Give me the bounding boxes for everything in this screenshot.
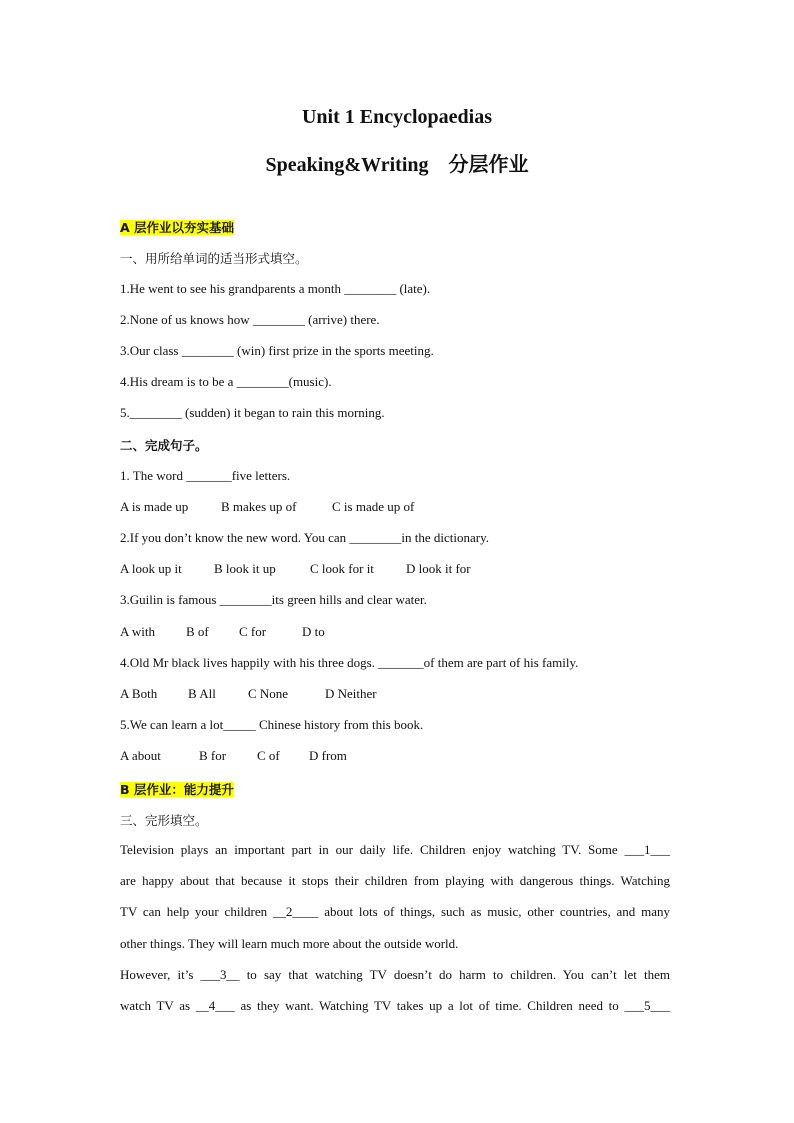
question-text: 2.If you don’t know the new word. You can ________in the dictionary. xyxy=(120,530,490,545)
page-subtitle: Speaking&Writing 分层作业 xyxy=(265,154,529,176)
fill-item: 3.Our class ________ (win) first prize in the sports meeting. xyxy=(120,343,434,358)
question-text: 3.Guilin is famous ________its green hills and clear water. xyxy=(120,592,427,607)
cloze-line: are happy about that because it stops their children from playing with dangerous things. Watching xyxy=(120,873,670,888)
part3-heading: 三、完形填空。 xyxy=(120,813,208,828)
cloze-line: other things. They will learn much more about the outside world. xyxy=(120,936,459,951)
cloze-line: However, it’s ___3__ to say that watching TV doesn’t do harm to children. You can’t let them xyxy=(120,967,670,982)
question-options xyxy=(120,499,414,515)
question-text: 1. The word _______five letters. xyxy=(120,468,291,483)
option: C is made up of xyxy=(332,499,415,514)
question-options xyxy=(120,686,377,702)
option: C look for it xyxy=(310,561,374,576)
option: A Both xyxy=(120,686,158,701)
section-a-heading: A 层作业以夯实基础 xyxy=(120,220,235,235)
option: A about xyxy=(120,748,161,763)
option: D look it for xyxy=(406,561,471,576)
option: B for xyxy=(199,748,227,763)
option: D to xyxy=(302,624,325,639)
option: B look it up xyxy=(214,561,276,576)
section-b-heading: B 层作业：能力提升 xyxy=(120,782,234,797)
cloze-line: TV can help your children __2____ about lots of things, such as music, other countries, and many xyxy=(120,904,670,919)
option: C None xyxy=(248,686,289,701)
fill-item: 5.________ (sudden) it began to rain this morning. xyxy=(120,405,385,420)
part2-heading: 二、完成句子。 xyxy=(120,438,208,453)
question-options xyxy=(120,748,347,764)
part1-heading: 一、用所给单词的适当形式填空。 xyxy=(120,251,308,266)
option: A with xyxy=(120,624,156,639)
question-text: 4.Old Mr black lives happily with his three dogs. _______of them are part of his family. xyxy=(120,655,579,670)
fill-item: 1.He went to see his grandparents a month ________ (late). xyxy=(120,281,431,296)
question-options xyxy=(120,561,471,577)
question-options xyxy=(120,624,325,640)
option: D Neither xyxy=(325,686,377,701)
option: C for xyxy=(239,624,267,639)
option: C of xyxy=(257,748,280,763)
question-text: 5.We can learn a lot_____ Chinese history from this book. xyxy=(120,717,424,732)
option: B All xyxy=(188,686,216,701)
option: A look up it xyxy=(120,561,182,576)
option: B of xyxy=(186,624,209,639)
option: D from xyxy=(309,748,347,763)
cloze-line: watch TV as __4___ as they want. Watching TV takes up a lot of time. Children need to ___5___ xyxy=(120,998,670,1013)
fill-item: 4.His dream is to be a ________(music). xyxy=(120,374,332,389)
page-title: Unit 1 Encyclopaedias xyxy=(301,106,493,128)
option: B makes up of xyxy=(221,499,297,514)
option: A is made up xyxy=(120,499,189,514)
fill-item: 2.None of us knows how ________ (arrive) there. xyxy=(120,312,380,327)
cloze-line: Television plays an important part in our daily life. Children enjoy watching TV. Some ___1___ xyxy=(120,842,670,857)
